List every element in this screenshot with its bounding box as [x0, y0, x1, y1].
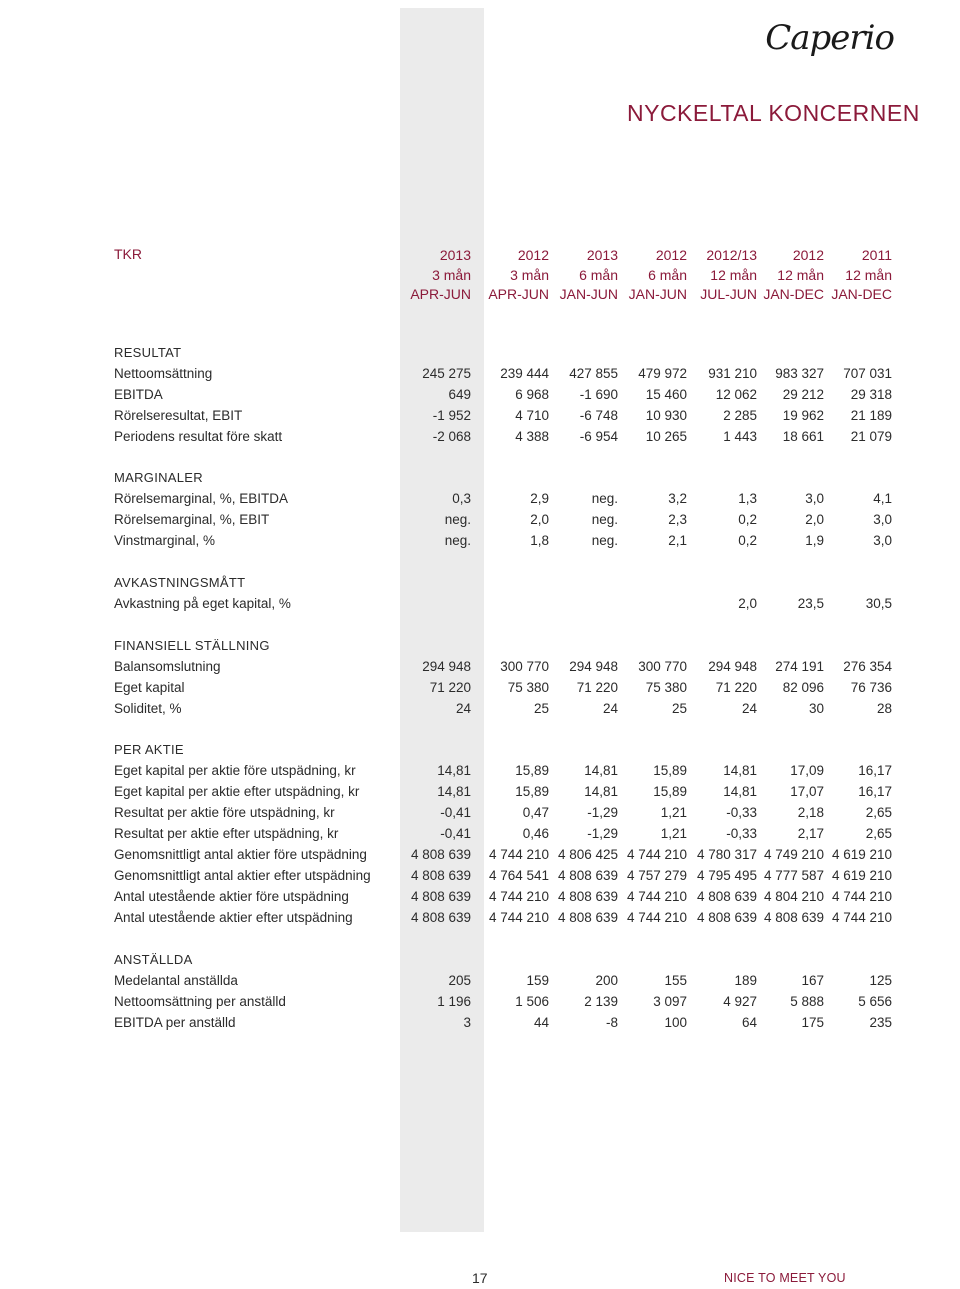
- table-row: [0, 680, 960, 701]
- table-cell: 931 210: [708, 366, 757, 381]
- table-cell: 2 139: [584, 994, 618, 1009]
- table-cell: 3,2: [668, 491, 687, 506]
- section-heading: RESULTAT: [114, 345, 182, 360]
- table-row: [0, 826, 960, 847]
- table-row: [0, 784, 960, 805]
- table-row: [0, 408, 960, 429]
- table-cell: 175: [801, 1015, 824, 1030]
- table-cell: 71 220: [576, 680, 618, 695]
- row-label: Balansomslutning: [114, 659, 221, 674]
- column-header-months: 6 mån: [579, 266, 618, 283]
- table-row: [0, 512, 960, 533]
- unit-label: TKR: [114, 246, 142, 262]
- table-cell: 3,0: [805, 491, 824, 506]
- table-cell: 6 968: [515, 387, 549, 402]
- table-cell: neg.: [444, 533, 471, 548]
- company-logo: Caperio: [765, 18, 894, 58]
- table-cell: 23,5: [797, 596, 824, 611]
- table-cell: 28: [876, 701, 892, 716]
- table-cell: 0,2: [738, 533, 757, 548]
- table-cell: 2,17: [797, 826, 824, 841]
- row-label: Genomsnittligt antal aktier före utspädning: [114, 847, 367, 862]
- column-header-period: APR-JUN: [488, 286, 549, 302]
- column-header-period: APR-JUN: [410, 286, 471, 302]
- table-cell: 4 777 587: [763, 868, 824, 883]
- column-header-period: JAN-JUN: [628, 286, 687, 302]
- section-heading: AVKASTNINGSMÅTT: [114, 575, 246, 590]
- page-number: 17: [472, 1270, 488, 1286]
- table-cell: -6 748: [579, 408, 618, 423]
- table-cell: 100: [664, 1015, 687, 1030]
- column-header: [560, 246, 618, 305]
- row-label: Antal utestående aktier efter utspädning: [114, 910, 353, 925]
- table-cell: 2,65: [865, 826, 892, 841]
- table-cell: 4 744 210: [488, 847, 549, 862]
- column-header: [410, 246, 471, 305]
- table-cell: 4 804 210: [763, 889, 824, 904]
- table-cell: 2,18: [797, 805, 824, 820]
- table-cell: 15,89: [653, 784, 687, 799]
- table-row: [0, 659, 960, 680]
- highlight-column-shade: [400, 8, 484, 1232]
- column-header-year: 2011: [861, 247, 892, 263]
- table-cell: 4 744 210: [626, 910, 687, 925]
- table-cell: 4 806 425: [557, 847, 618, 862]
- table-cell: 159: [526, 973, 549, 988]
- table-cell: -0,41: [440, 826, 471, 841]
- table-cell: 75 380: [645, 680, 687, 695]
- table-cell: 14,81: [723, 784, 757, 799]
- table-cell: 4 764 541: [488, 868, 549, 883]
- table-cell: 44: [533, 1015, 549, 1030]
- table-cell: 4 744 210: [831, 910, 892, 925]
- table-cell: 4 808 639: [410, 868, 471, 883]
- table-row: [0, 701, 960, 722]
- section-heading: ANSTÄLLDA: [114, 952, 193, 967]
- table-cell: 1,21: [660, 826, 687, 841]
- section-heading: PER AKTIE: [114, 742, 184, 757]
- table-cell: 4 757 279: [626, 868, 687, 883]
- row-label: Eget kapital per aktie efter utspädning, kr: [114, 784, 360, 799]
- table-cell: 4 927: [723, 994, 757, 1009]
- table-cell: 21 189: [850, 408, 892, 423]
- table-cell: 167: [801, 973, 824, 988]
- table-row: [0, 533, 960, 554]
- table-cell: 10 265: [645, 429, 687, 444]
- table-row: [0, 366, 960, 387]
- table-cell: 3 097: [653, 994, 687, 1009]
- table-cell: 25: [533, 701, 549, 716]
- table-cell: 274 191: [775, 659, 824, 674]
- table-cell: 235: [869, 1015, 892, 1030]
- table-cell: 17,09: [790, 763, 824, 778]
- row-label: Medelantal anställda: [114, 973, 238, 988]
- table-cell: 15,89: [515, 784, 549, 799]
- table-cell: -1,29: [587, 826, 618, 841]
- table-cell: 0,46: [522, 826, 549, 841]
- row-label: Resultat per aktie före utspädning, kr: [114, 805, 335, 820]
- row-label: Antal utestående aktier före utspädning: [114, 889, 349, 904]
- table-cell: 1,21: [660, 805, 687, 820]
- row-label: Rörelsemarginal, %, EBIT: [114, 512, 270, 527]
- table-cell: -2 068: [432, 429, 471, 444]
- table-cell: 14,81: [437, 784, 471, 799]
- table-cell: 4 744 210: [488, 889, 549, 904]
- footer-tagline: NICE TO MEET YOU: [724, 1271, 846, 1285]
- table-cell: 24: [602, 701, 618, 716]
- table-cell: 4 619 210: [831, 868, 892, 883]
- table-cell: 4 808 639: [410, 847, 471, 862]
- table-cell: 71 220: [429, 680, 471, 695]
- column-header: [831, 246, 892, 305]
- table-cell: 30: [808, 701, 824, 716]
- table-cell: 2,3: [668, 512, 687, 527]
- table-cell: 16,17: [858, 784, 892, 799]
- row-label: Periodens resultat före skatt: [114, 429, 283, 444]
- table-cell: 300 770: [638, 659, 687, 674]
- table-cell: 25: [671, 701, 687, 716]
- table-cell: neg.: [591, 512, 618, 527]
- row-label: Avkastning på eget kapital, %: [114, 596, 291, 611]
- table-cell: 15,89: [653, 763, 687, 778]
- table-cell: 189: [734, 973, 757, 988]
- row-label: EBITDA per anställd: [114, 1015, 236, 1030]
- table-cell: 0,47: [522, 805, 549, 820]
- table-cell: 0,3: [452, 491, 471, 506]
- table-cell: 0,2: [738, 512, 757, 527]
- table-cell: 24: [741, 701, 757, 716]
- table-cell: 4 780 317: [696, 847, 757, 862]
- column-header: [700, 246, 757, 305]
- column-header-months: 12 mån: [710, 266, 757, 283]
- table-cell: -6 954: [579, 429, 618, 444]
- table-cell: 294 948: [422, 659, 471, 674]
- column-header-months: 3 mån: [510, 266, 549, 283]
- table-cell: 4 744 210: [626, 889, 687, 904]
- column-header-months: 12 mån: [845, 266, 892, 283]
- table-cell: 3,0: [873, 512, 892, 527]
- table-cell: 14,81: [584, 763, 618, 778]
- table-cell: -1 952: [432, 408, 471, 423]
- table-row: [0, 387, 960, 408]
- table-cell: 4 749 210: [763, 847, 824, 862]
- table-cell: 4 744 210: [831, 889, 892, 904]
- table-cell: 649: [448, 387, 471, 402]
- table-cell: 4 808 639: [410, 910, 471, 925]
- table-cell: 24: [455, 701, 471, 716]
- table-cell: 245 275: [422, 366, 471, 381]
- table-cell: 64: [741, 1015, 757, 1030]
- table-cell: 19 962: [782, 408, 824, 423]
- table-row: [0, 994, 960, 1015]
- row-label: Soliditet, %: [114, 701, 182, 716]
- table-cell: 18 661: [782, 429, 824, 444]
- table-cell: 3,0: [873, 533, 892, 548]
- table-cell: 294 948: [569, 659, 618, 674]
- column-header-year: 2012: [792, 247, 824, 263]
- table-cell: 30,5: [865, 596, 892, 611]
- column-header-period: JUL-JUN: [700, 286, 757, 302]
- table-cell: 14,81: [723, 763, 757, 778]
- table-cell: 1 196: [437, 994, 471, 1009]
- table-cell: neg.: [444, 512, 471, 527]
- table-cell: 1,9: [805, 533, 824, 548]
- table-cell: 5 888: [790, 994, 824, 1009]
- table-row: [0, 973, 960, 994]
- column-header-year: 2012/13: [706, 247, 757, 263]
- row-label: Rörelsemarginal, %, EBITDA: [114, 491, 289, 506]
- table-cell: 10 930: [645, 408, 687, 423]
- table-cell: 17,07: [790, 784, 824, 799]
- table-cell: 4 808 639: [557, 889, 618, 904]
- table-row: [0, 763, 960, 784]
- table-row: [0, 910, 960, 931]
- table-cell: 76 736: [850, 680, 892, 695]
- table-cell: 1 506: [515, 994, 549, 1009]
- column-header-months: 6 mån: [648, 266, 687, 283]
- table-cell: 205: [448, 973, 471, 988]
- column-header-year: 2012: [655, 247, 687, 263]
- row-label: Resultat per aktie efter utspädning, kr: [114, 826, 339, 841]
- column-header: [763, 246, 824, 305]
- table-cell: -0,33: [726, 805, 757, 820]
- table-row: [0, 596, 960, 617]
- table-cell: 15,89: [515, 763, 549, 778]
- table-cell: 1 443: [723, 429, 757, 444]
- table-row: [0, 491, 960, 512]
- column-header-period: JAN-DEC: [831, 286, 892, 302]
- table-cell: 4 808 639: [696, 910, 757, 925]
- table-cell: 125: [869, 973, 892, 988]
- table-cell: 4 808 639: [696, 889, 757, 904]
- table-cell: 2,0: [805, 512, 824, 527]
- table-cell: 1,3: [738, 491, 757, 506]
- row-label: Nettoomsättning: [114, 366, 213, 381]
- table-cell: 2 285: [723, 408, 757, 423]
- row-label: Rörelseresultat, EBIT: [114, 408, 243, 423]
- table-row: [0, 1015, 960, 1036]
- table-cell: 294 948: [708, 659, 757, 674]
- table-cell: 2,9: [530, 491, 549, 506]
- column-header: [488, 246, 549, 305]
- table-cell: 82 096: [782, 680, 824, 695]
- section-heading: MARGINALER: [114, 470, 203, 485]
- row-label: Eget kapital per aktie före utspädning, kr: [114, 763, 356, 778]
- table-cell: 4 808 639: [410, 889, 471, 904]
- column-header-period: JAN-DEC: [763, 286, 824, 302]
- table-row: [0, 868, 960, 889]
- column-header-period: JAN-JUN: [559, 286, 618, 302]
- table-cell: 2,65: [865, 805, 892, 820]
- table-cell: 276 354: [843, 659, 892, 674]
- column-header-months: 3 mån: [432, 266, 471, 283]
- column-header-months: 12 mån: [777, 266, 824, 283]
- table-cell: 4 388: [515, 429, 549, 444]
- row-label: Eget kapital: [114, 680, 185, 695]
- table-cell: 4 744 210: [626, 847, 687, 862]
- table-cell: 29 318: [850, 387, 892, 402]
- row-label: Genomsnittligt antal aktier efter utspädning: [114, 868, 371, 883]
- table-cell: -1,29: [587, 805, 618, 820]
- table-cell: 2,0: [738, 596, 757, 611]
- table-cell: 200: [595, 973, 618, 988]
- table-row: [0, 805, 960, 826]
- table-cell: 983 327: [775, 366, 824, 381]
- table-cell: -8: [605, 1015, 618, 1030]
- table-cell: 2,1: [668, 533, 687, 548]
- table-cell: 71 220: [715, 680, 757, 695]
- table-cell: 4 795 495: [696, 868, 757, 883]
- column-header-year: 2013: [586, 247, 618, 263]
- table-cell: 479 972: [638, 366, 687, 381]
- table-cell: 300 770: [500, 659, 549, 674]
- table-cell: neg.: [591, 533, 618, 548]
- table-cell: 4 808 639: [763, 910, 824, 925]
- page-title: NYCKELTAL KONCERNEN: [627, 100, 920, 126]
- row-label: Nettoomsättning per anställd: [114, 994, 286, 1009]
- row-label: EBITDA: [114, 387, 163, 402]
- table-cell: 4,1: [873, 491, 892, 506]
- table-cell: 29 212: [782, 387, 824, 402]
- table-cell: 4 710: [515, 408, 549, 423]
- column-header-year: 2013: [439, 247, 471, 263]
- section-heading: FINANSIELL STÄLLNING: [114, 638, 270, 653]
- table-cell: 3: [463, 1015, 471, 1030]
- table-cell: 16,17: [858, 763, 892, 778]
- table-cell: -1 690: [579, 387, 618, 402]
- column-header-year: 2012: [517, 247, 549, 263]
- table-cell: 707 031: [843, 366, 892, 381]
- column-header: [629, 246, 687, 305]
- table-cell: 155: [664, 973, 687, 988]
- table-cell: 4 619 210: [831, 847, 892, 862]
- table-cell: 12 062: [715, 387, 757, 402]
- table-cell: 2,0: [530, 512, 549, 527]
- table-cell: 4 808 639: [557, 868, 618, 883]
- table-cell: 4 744 210: [488, 910, 549, 925]
- table-row: [0, 889, 960, 910]
- table-cell: -0,33: [726, 826, 757, 841]
- table-cell: 427 855: [569, 366, 618, 381]
- table-cell: neg.: [591, 491, 618, 506]
- table-cell: 1,8: [530, 533, 549, 548]
- table-cell: -0,41: [440, 805, 471, 820]
- table-cell: 14,81: [584, 784, 618, 799]
- row-label: Vinstmarginal, %: [114, 533, 216, 548]
- table-cell: 14,81: [437, 763, 471, 778]
- table-row: [0, 847, 960, 868]
- table-row: [0, 429, 960, 450]
- table-cell: 5 656: [858, 994, 892, 1009]
- table-cell: 239 444: [500, 366, 549, 381]
- table-cell: 21 079: [850, 429, 892, 444]
- table-cell: 75 380: [507, 680, 549, 695]
- table-cell: 4 808 639: [557, 910, 618, 925]
- table-cell: 15 460: [645, 387, 687, 402]
